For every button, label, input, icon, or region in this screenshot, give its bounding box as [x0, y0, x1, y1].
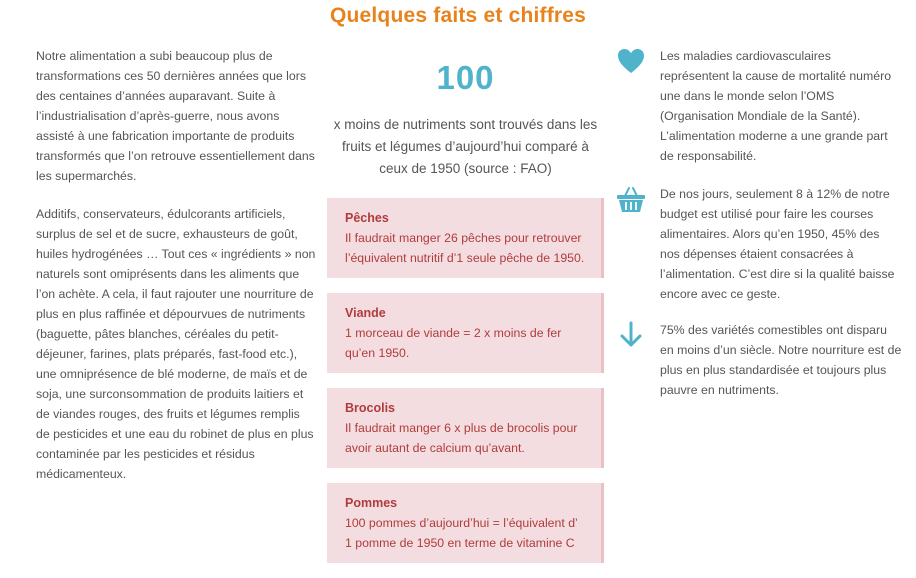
fact-card-pommes	[327, 483, 604, 563]
fact-text: 100 pommes d’aujourd’hui = l’équivalent d’ 1 pomme de 1950 en terme de vitamine C	[345, 516, 578, 550]
section-title: Quelques faits et chiffres	[329, 4, 587, 27]
intro-text-column	[36, 46, 316, 502]
big-number: 100	[436, 59, 495, 96]
fact-item-text: De nos jours, seulement 8 à 12% de notre budget est utilisé pour faire les courses alimentaires. Alors qu’en 1950, 45% des nos dépenses étaient consacrées à l’alimentation. C’est dire si la qualité baisse encore avec ce geste.	[660, 187, 895, 301]
fact-name: Viande	[345, 306, 386, 320]
fact-item-arrow	[612, 320, 902, 400]
intro-paragraph-2: Additifs, conservateurs, édulcorants artificiels, surplus de sel et de sucre, exhausteurs de goût, huiles hydrogénées … Tout ces « ingrédients » non naturels sont omiprésents dans les aliments que l’on achète. A cela, il faut rajouter une nourriture de plus en plus raffinée et dépourvues de nutriments (baguette, pâtes blanches, céréales du petit-déjeuner, farines, plats préparés, fast-food etc.), une omniprésence de blé moderne, de maïs et de soja, une surconsommation de produits laitiers et de viandes rouges, des fruits et légumes remplis de pesticides et une eau du robinet de plus en plus contaminée par les pesticides et résidus médicamenteux.	[36, 207, 316, 481]
arrow-down-icon	[616, 320, 646, 350]
fact-item-text: Les maladies cardiovasculaires représentent la cause de mortalité numéro une dans le monde selon l’OMS (Organisation Mondiale de la Santé). L’alimentation moderne a une grande part de responsabilité.	[660, 49, 892, 163]
intro-paragraph-1: Notre alimentation a subi beaucoup plus de transformations ces 50 dernières années que lors des centaines d’années auparavant. Suite à l’industrialisation d’après-guerre, nous avons assisté à une fabrication importante de produits transformés que l’on retrouve essentiellement dans les supermarchés.	[36, 49, 315, 183]
fact-item-text: 75% des variétés comestibles ont disparu en moins d’un siècle. Notre nourriture est de plus en plus standardisée et toujours plus pauvre en nutriments.	[660, 323, 902, 397]
fact-card-viande	[327, 293, 604, 373]
fact-name: Pêches	[345, 211, 389, 225]
fact-card-peches	[327, 198, 604, 278]
facts-column	[612, 46, 902, 400]
fact-item-heart	[612, 46, 902, 184]
big-number-caption: x moins de nutriments sont trouvés dans les fruits et légumes d’aujourd’hui comparé à ceux de 1950 (source : FAO)	[333, 117, 598, 176]
fact-item-basket	[612, 184, 902, 320]
statistics-column	[327, 56, 604, 578]
fact-card-brocolis	[327, 388, 604, 468]
fact-text: Il faudrait manger 26 pêches pour retrouver l’équivalent nutritif d’1 seule pêche de 1950.	[345, 231, 585, 265]
fact-name: Brocolis	[345, 401, 396, 415]
fact-text: Il faudrait manger 6 x plus de brocolis pour avoir autant de calcium qu’avant.	[345, 421, 578, 455]
heart-icon	[616, 46, 646, 76]
fact-list	[327, 198, 604, 563]
shopping-basket-icon	[616, 184, 646, 214]
fact-name: Pommes	[345, 496, 398, 510]
fact-text: 1 morceau de viande = 2 x moins de fer qu’en 1950.	[345, 326, 562, 360]
